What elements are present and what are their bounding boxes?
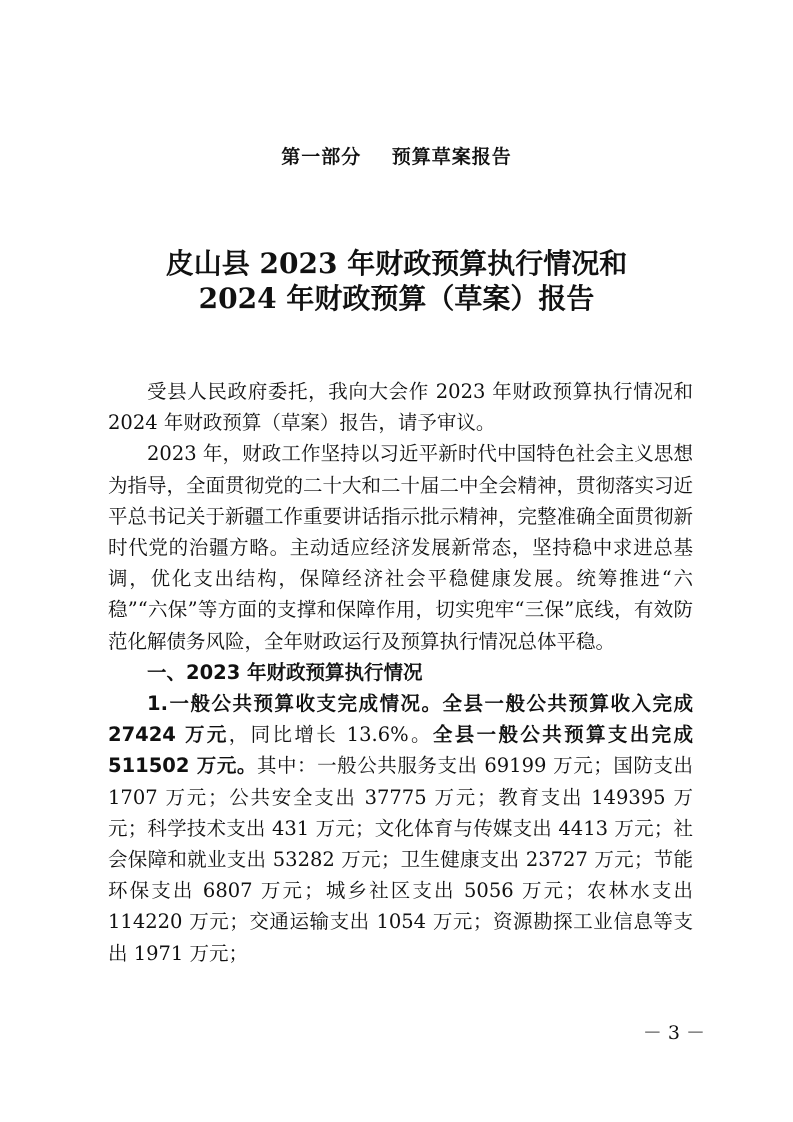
- paragraph-general-budget: [108, 688, 693, 969]
- report-title-line-2: 2024 年财政预算（草案）报告: [198, 282, 595, 315]
- revenue-growth-text: ，同比增长 13.6%。: [228, 723, 433, 747]
- report-title: [0, 246, 793, 316]
- report-body: [108, 376, 693, 969]
- report-title-line-1: 皮山县 2023 年财政预算执行情况和: [165, 247, 628, 280]
- general-budget-revenue-summary: 1.一般公共预算收支完成情况。全县一般公共预算收入完成 27424 万元: [108, 692, 693, 747]
- general-budget-expenditure-summary: 全县一般公共预算支出完成 511502 万元。: [108, 723, 693, 778]
- paragraph-overview: 2023 年，财政工作坚持以习近平新时代中国特色社会主义思想为指导，全面贯彻党的二十大和二十届二中全会精神，贯彻落实习近平总书记关于新疆工作重要讲话指示批示精神，完整准确全面贯彻新时代党的治疆方略。主动适应经济发展新常态，坚持稳中求进总基调，优化支出结构，保障经济社会平稳健康发展。统筹推进“六稳”“六保”等方面的支撑和保障作用，切实兜牢“三保”底线，有效防范化解债务风险，全年财政运行及预算执行情况总体平稳。: [108, 442, 694, 653]
- section-heading-1: 一、2023 年财政预算执行情况: [147, 660, 423, 684]
- paragraph-intro: 受县人民政府委托，我向大会作 2023 年财政预算执行情况和 2024 年财政预算（草案）报告，请予审议。: [108, 380, 693, 435]
- part-heading: 第一部分 预算草案报告: [281, 146, 512, 168]
- expenditure-breakdown-text: 其中：一般公共服务支出 69199 万元；国防支出 1707 万元；公共安全支出 37775 万元；教育支出 149395 万元；科学技术支出 431 万元；文化体育与传媒支出 4413 万元；社会保障和就业支出 53282 万元；卫生健康支出 23727 万元；节能环保支出 6807 万元；城乡社区支出 5056 万元；农林水支出 114220 万元；交通运输支出 1054 万元；资源勘探工业信息等支出 1971 万元；: [108, 754, 693, 965]
- page-number: － 3 －: [642, 1022, 705, 1044]
